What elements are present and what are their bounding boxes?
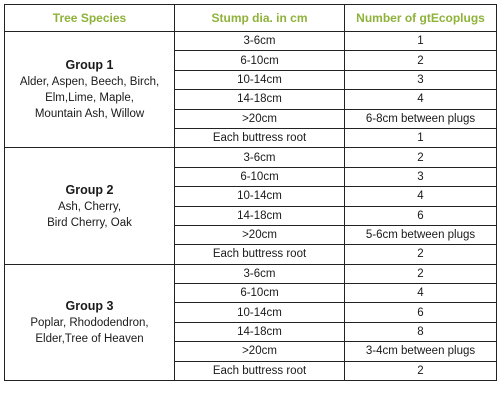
plug-guide-table (4, 4, 497, 381)
plug-count-cell: 2 (345, 264, 497, 283)
stump-diameter-cell: Each buttress root (175, 245, 345, 264)
stump-diameter-cell: 6-10cm (175, 51, 345, 70)
plug-count-cell: 8 (345, 322, 497, 341)
stump-diameter-cell: 3-6cm (175, 32, 345, 51)
header-number-of-plugs: Number of gtEcoplugs (345, 5, 497, 32)
plug-count-cell: 4 (345, 187, 497, 206)
plug-count-cell: 6 (345, 303, 497, 322)
plug-count-cell: 3 (345, 167, 497, 186)
group-species-line: Poplar, Rhododendron, (30, 316, 149, 329)
stump-diameter-cell: 10-14cm (175, 303, 345, 322)
table-row (5, 148, 497, 167)
plug-count-cell: 1 (345, 128, 497, 147)
group-title: Group 1 (65, 58, 114, 73)
plug-count-cell: 2 (345, 361, 497, 380)
header-tree-species: Tree Species (5, 5, 175, 32)
stump-diameter-cell: >20cm (175, 109, 345, 128)
group-cell (5, 32, 175, 148)
stump-diameter-cell: 14-18cm (175, 322, 345, 341)
plug-count-cell: 2 (345, 148, 497, 167)
stump-diameter-cell: Each buttress root (175, 128, 345, 147)
plug-count-cell: 2 (345, 245, 497, 264)
plug-count-cell: 6-8cm between plugs (345, 109, 497, 128)
group-species-line: Ash, Cherry, (57, 200, 122, 213)
stump-diameter-cell: 10-14cm (175, 70, 345, 89)
plug-count-cell: 3 (345, 70, 497, 89)
stump-diameter-cell: 10-14cm (175, 187, 345, 206)
header-stump-diameter: Stump dia. in cm (175, 5, 345, 32)
stump-diameter-cell: 3-6cm (175, 264, 345, 283)
plug-count-cell: 6 (345, 206, 497, 225)
stump-diameter-cell: 6-10cm (175, 167, 345, 186)
group-title: Group 3 (65, 298, 114, 313)
group-title: Group 2 (65, 182, 114, 197)
plug-count-cell: 1 (345, 32, 497, 51)
plug-count-cell: 5-6cm between plugs (345, 225, 497, 244)
group-species-line: Elm,Lime, Maple, (45, 92, 134, 105)
group-species-line: Elder,Tree of Heaven (35, 332, 144, 345)
stump-diameter-cell: 6-10cm (175, 284, 345, 303)
group-cell (5, 264, 175, 380)
stump-diameter-cell: >20cm (175, 342, 345, 361)
plug-count-cell: 2 (345, 51, 497, 70)
plug-count-cell: 3-4cm between plugs (345, 342, 497, 361)
plug-count-cell: 4 (345, 90, 497, 109)
stump-diameter-cell: 14-18cm (175, 206, 345, 225)
table-row (5, 264, 497, 283)
table-body (5, 32, 497, 381)
header-row (5, 5, 497, 32)
group-species-line: Mountain Ash, Willow (34, 108, 145, 121)
table-container (4, 4, 497, 381)
table-row (5, 32, 497, 51)
stump-diameter-cell: >20cm (175, 225, 345, 244)
plug-count-cell: 4 (345, 284, 497, 303)
stump-diameter-cell: Each buttress root (175, 361, 345, 380)
group-cell (5, 148, 175, 264)
stump-diameter-cell: 3-6cm (175, 148, 345, 167)
stump-diameter-cell: 14-18cm (175, 90, 345, 109)
group-species-line: Bird Cherry, Oak (47, 216, 132, 229)
group-species-line: Alder, Aspen, Beech, Birch, (19, 76, 160, 89)
